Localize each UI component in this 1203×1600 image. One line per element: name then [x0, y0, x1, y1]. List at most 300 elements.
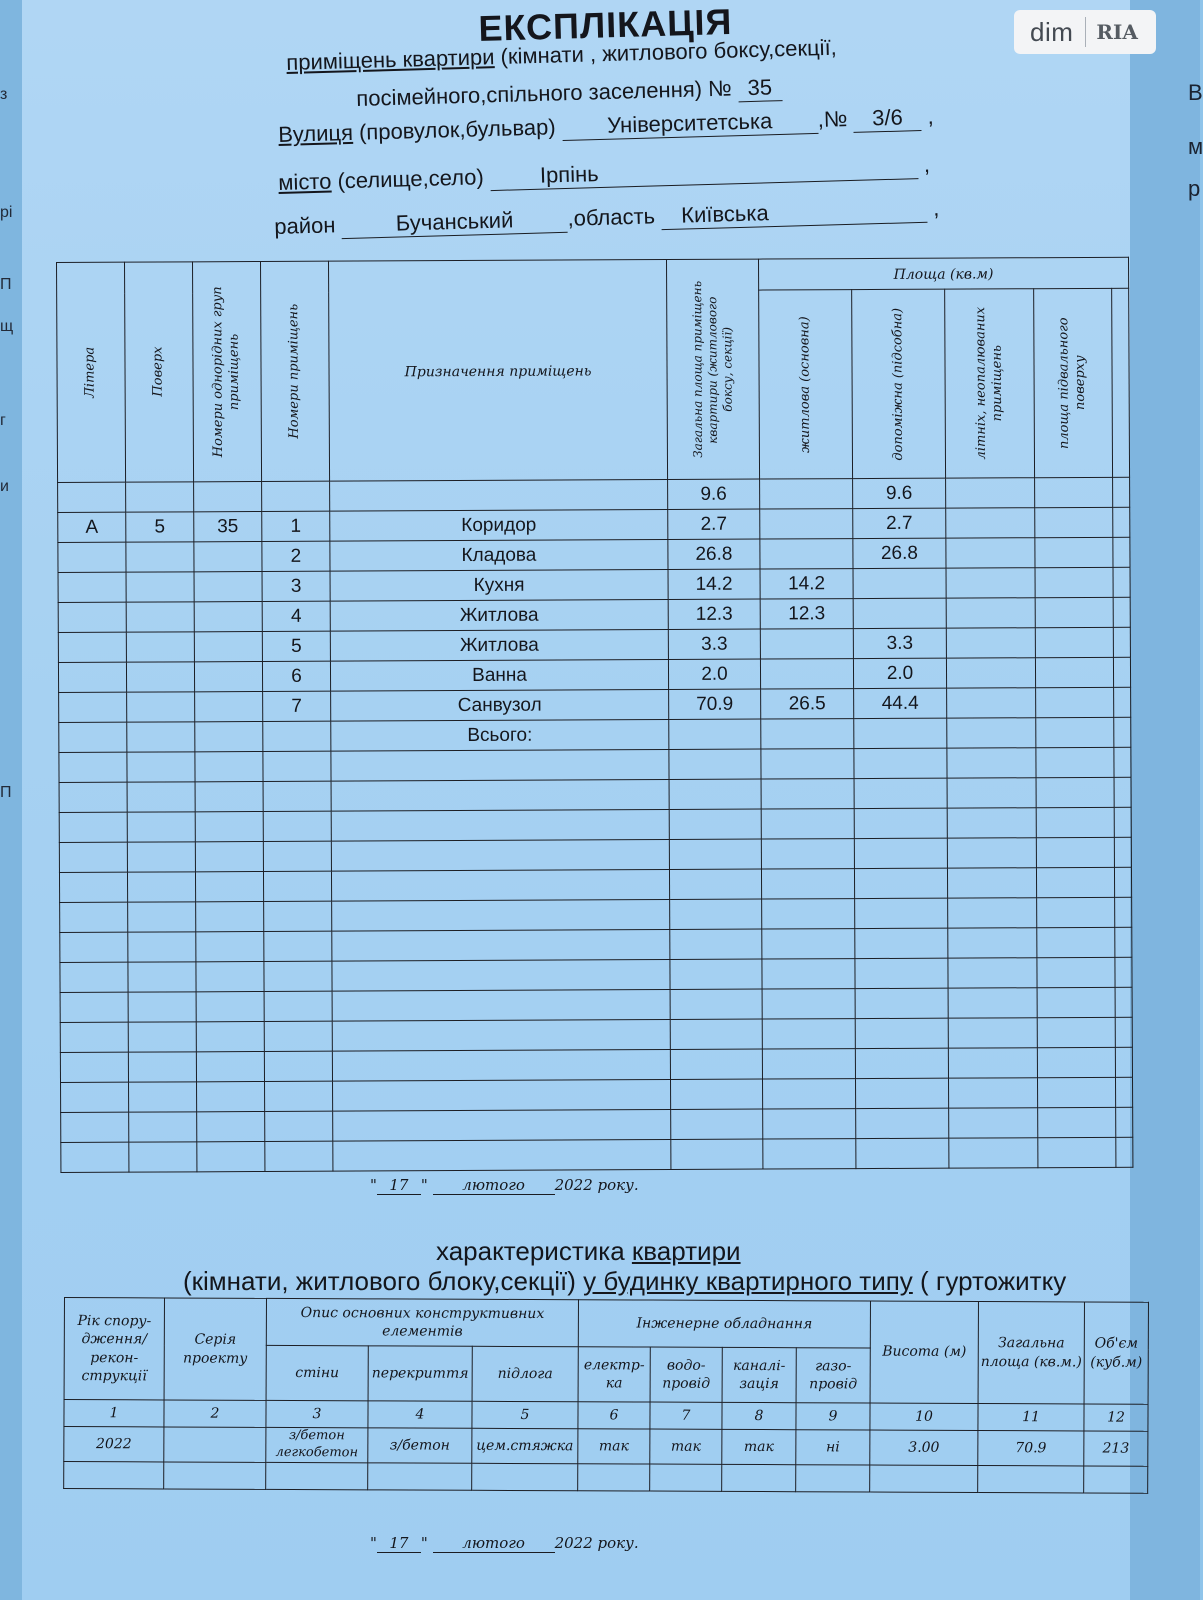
cell-aux-area — [854, 718, 947, 748]
date-day: 17 — [377, 1176, 421, 1195]
characteristics-subtitle-text: (кімнати, житлового блоку,секції) — [183, 1266, 584, 1296]
explication-table — [56, 257, 1132, 1173]
cell-empty — [948, 958, 1037, 988]
cell-empty — [670, 929, 762, 959]
cell-empty — [1036, 777, 1114, 807]
cell-empty — [946, 568, 1035, 598]
cell-floor — [126, 572, 194, 602]
cell-purpose: Коридор — [330, 510, 668, 542]
cell-litera: А — [58, 512, 126, 542]
cell-empty — [331, 870, 669, 902]
cell-empty — [61, 1082, 129, 1112]
column-number: 8 — [722, 1402, 796, 1429]
cell-group — [194, 541, 262, 571]
cell-empty — [332, 960, 670, 992]
cell-empty — [947, 718, 1036, 748]
cell-empty — [1115, 1077, 1132, 1107]
cell-empty — [1084, 1466, 1148, 1493]
cell-aux-area: 2.0 — [853, 658, 946, 688]
cell-empty — [266, 1462, 368, 1489]
cell-empty — [195, 841, 263, 871]
cell-empty — [855, 988, 948, 1018]
house-number-label: ,№ — [817, 106, 848, 132]
cell-litera — [58, 482, 126, 512]
cell-empty — [946, 628, 1035, 658]
cell-empty — [264, 1021, 332, 1051]
cell-empty — [129, 1082, 197, 1112]
cell-litera — [58, 572, 126, 602]
cell-empty — [1116, 1107, 1133, 1137]
cell-empty — [333, 1080, 671, 1112]
characteristics-date: " 17 " лютого 2022 року. — [370, 1534, 639, 1552]
cell-room-no — [263, 721, 331, 751]
cell-empty — [196, 1051, 264, 1081]
cell-empty — [60, 992, 128, 1022]
cell-group — [195, 721, 263, 751]
cell-empty — [947, 868, 1036, 898]
characteristics-subtitle — [183, 1266, 1066, 1297]
cell-floor: 5 — [126, 512, 194, 542]
cell-empty — [1036, 807, 1114, 837]
cell-empty — [60, 962, 128, 992]
cell-litera — [58, 632, 126, 662]
ch-header-series: Серія проекту — [164, 1298, 266, 1400]
cell-empty — [1035, 537, 1113, 567]
cell-empty — [265, 1111, 333, 1141]
cell-group: 35 — [194, 511, 262, 541]
cell-purpose: Кухня — [330, 570, 668, 602]
cell-empty — [946, 598, 1035, 628]
house-number: 3/6 — [853, 104, 922, 133]
cell-empty — [1113, 537, 1130, 567]
cell-empty — [197, 1111, 265, 1141]
date-year-prefix: 20 — [554, 1176, 574, 1194]
cell-empty — [854, 838, 947, 868]
cell-empty — [1115, 1047, 1132, 1077]
column-number: 5 — [472, 1401, 578, 1428]
cell-empty — [762, 1049, 855, 1079]
cell-empty — [669, 779, 761, 809]
city-label-rest: (селище,село) — [331, 164, 485, 194]
column-number: 4 — [368, 1401, 472, 1428]
cell-empty — [1115, 927, 1132, 957]
cell-empty — [578, 1464, 650, 1491]
cell-empty — [1115, 957, 1132, 987]
characteristics-title-underlined: квартири — [631, 1236, 741, 1266]
cell-group — [194, 631, 262, 661]
cell-empty — [1115, 1017, 1132, 1047]
city-line: місто (селище,село) Ірпінь , — [278, 151, 931, 195]
cell-living-area — [760, 539, 853, 569]
cell-empty — [1037, 1077, 1115, 1107]
cell-empty — [761, 809, 854, 839]
cell-purpose: Санвузол — [331, 690, 669, 722]
column-number: 6 — [578, 1402, 650, 1429]
cell-empty — [1114, 867, 1131, 897]
cell-total-area: 2.7 — [668, 509, 760, 539]
cell-empty — [196, 961, 264, 991]
cell-litera — [59, 692, 127, 722]
cell-empty — [669, 869, 761, 899]
region-value: Київська — [661, 196, 928, 230]
characteristics-value: з/бетон — [368, 1428, 472, 1463]
cell-empty — [946, 478, 1035, 508]
watermark-dim: dim — [1030, 16, 1074, 47]
header-line-1-rest: (кімнати , житлового боксу,секції, — [494, 34, 838, 70]
cell-litera — [58, 662, 126, 692]
cell-empty — [1114, 807, 1131, 837]
cell-room-no: 5 — [262, 631, 330, 661]
header-line-2-text: посімейного,спільного заселення) № — [356, 75, 733, 111]
district-line: район Бучанський ,область Київська , — [274, 195, 940, 239]
cell-empty — [1037, 927, 1115, 957]
column-number: 3 — [266, 1400, 368, 1427]
cell-empty — [761, 839, 854, 869]
cell-empty — [670, 959, 762, 989]
ch-header-height: Висота (м) — [870, 1301, 978, 1403]
cell-empty — [332, 990, 670, 1022]
cell-empty — [650, 1464, 722, 1491]
cell-empty — [948, 928, 1037, 958]
cell-empty — [1037, 1017, 1115, 1047]
cell-empty — [855, 1048, 948, 1078]
cell-empty — [1035, 507, 1113, 537]
ch-header-year: Рік спору-дження/рекон-струкції — [64, 1298, 164, 1400]
cell-empty — [855, 958, 948, 988]
col-header-litera: Літера — [57, 262, 126, 482]
cell-empty — [1037, 1047, 1115, 1077]
cell-empty — [670, 899, 762, 929]
col-header-summer: літніх, неопалюваних приміщень — [945, 289, 1035, 478]
cell-empty — [263, 751, 331, 781]
cell-empty — [856, 1108, 949, 1138]
cell-purpose: Всього: — [331, 720, 669, 752]
cell-empty — [263, 871, 331, 901]
characteristics-value: 213 — [1084, 1431, 1148, 1466]
cell-empty — [60, 902, 128, 932]
cell-empty — [949, 1138, 1038, 1168]
area-group-header: Площа (кв.м) — [758, 257, 1128, 290]
street-label: Вулиця — [278, 119, 354, 147]
cell-empty — [332, 900, 670, 932]
cell-empty — [195, 751, 263, 781]
cell-empty — [671, 1109, 763, 1139]
cell-litera — [59, 722, 127, 752]
cell-empty — [128, 902, 196, 932]
date-month: лютого — [433, 1176, 555, 1195]
cell-empty — [333, 1140, 671, 1172]
cell-empty — [946, 538, 1035, 568]
cell-empty — [164, 1462, 266, 1489]
characteristics-value: цем.стяжка — [472, 1428, 578, 1463]
cell-empty — [331, 780, 669, 812]
cell-empty — [59, 782, 127, 812]
cell-empty — [128, 1052, 196, 1082]
col-header-auxiliary: допоміжна (підсобна) — [852, 289, 946, 478]
cell-empty — [332, 1050, 670, 1082]
cell-total-area: 14.2 — [668, 569, 760, 599]
cell-total-area: 2.0 — [668, 659, 760, 689]
cell-empty — [1116, 1137, 1133, 1167]
col-header-room-numbers: Номери приміщень — [261, 261, 330, 481]
cell-room-no: 4 — [262, 601, 330, 631]
cell-empty — [128, 962, 196, 992]
cell-group — [194, 571, 262, 601]
cell-empty — [1113, 477, 1130, 507]
cell-empty — [796, 1464, 870, 1491]
cell-empty — [856, 1078, 949, 1108]
cell-group — [194, 661, 262, 691]
page-title: ЕКСПЛІКАЦІЯ — [478, 0, 733, 49]
cell-empty — [854, 748, 947, 778]
cell-empty — [127, 782, 195, 812]
cell-empty — [331, 810, 669, 842]
cell-empty — [763, 1109, 856, 1139]
date-suffix: року. — [597, 1176, 639, 1194]
characteristics-subtitle-end: ( гуртожитку — [912, 1266, 1067, 1296]
cell-empty — [761, 869, 854, 899]
cell-empty — [61, 1142, 129, 1172]
cell-empty — [59, 752, 127, 782]
header-line-1-underlined: приміщень квартири — [286, 44, 495, 75]
explication-empty-row — [61, 1137, 1133, 1172]
characteristics-empty-row — [64, 1461, 1148, 1493]
cell-aux-area: 9.6 — [853, 478, 946, 508]
cell-empty — [129, 1112, 197, 1142]
cell-empty — [59, 872, 127, 902]
cell-room-no: 7 — [263, 691, 331, 721]
cell-empty — [1113, 657, 1130, 687]
cell-total-area: 9.6 — [668, 479, 760, 509]
col-header-basement: площа підвального поверху — [1034, 288, 1113, 477]
cell-empty — [1036, 867, 1114, 897]
cell-total-area: 12.3 — [668, 599, 760, 629]
column-number: 9 — [796, 1403, 870, 1430]
cell-empty — [948, 1018, 1037, 1048]
cell-empty — [670, 989, 762, 1019]
cell-empty — [948, 898, 1037, 928]
cell-living-area: 26.5 — [761, 689, 854, 719]
cell-empty — [265, 1141, 333, 1171]
cell-floor — [126, 482, 194, 512]
city-label: місто — [278, 168, 332, 195]
cell-empty — [1115, 897, 1132, 927]
apartment-number: 35 — [737, 74, 782, 102]
cell-empty — [671, 1079, 763, 1109]
cell-empty — [1037, 897, 1115, 927]
cell-empty — [127, 872, 195, 902]
cell-empty — [332, 930, 670, 962]
cell-empty — [1113, 507, 1130, 537]
cell-empty — [1036, 747, 1114, 777]
cell-empty — [331, 750, 669, 782]
ch-date-suffix: року. — [597, 1534, 639, 1552]
cell-living-area — [760, 659, 853, 689]
cell-empty — [947, 838, 1036, 868]
col-header-purpose: Призначення приміщень — [328, 260, 667, 482]
cell-empty — [1035, 627, 1113, 657]
cell-empty — [368, 1463, 472, 1490]
street-value: Університетська — [561, 107, 818, 141]
cell-empty — [948, 988, 1037, 1018]
cell-empty — [128, 992, 196, 1022]
ch-date-year-prefix: 20 — [554, 1534, 574, 1552]
ch-header-volume: Об'єм (куб.м) — [1084, 1302, 1148, 1404]
cell-empty — [1113, 597, 1130, 627]
cell-empty — [948, 1048, 1037, 1078]
cell-empty — [61, 1112, 129, 1142]
col-header-floor: Поверх — [125, 262, 194, 482]
cell-purpose: Житлова — [330, 600, 668, 632]
cell-aux-area: 44.4 — [854, 688, 947, 718]
ch-header-walls: стіни — [266, 1345, 368, 1400]
watermark-ria: RIA — [1096, 20, 1138, 44]
cell-room-no: 6 — [262, 661, 330, 691]
cell-empty — [1037, 987, 1115, 1017]
cell-empty — [265, 1081, 333, 1111]
cell-empty — [264, 991, 332, 1021]
cell-total-area — [669, 719, 761, 749]
cell-empty — [60, 1022, 128, 1052]
ch-date-day: 17 — [377, 1534, 421, 1553]
column-number: 1 — [64, 1400, 164, 1427]
ch-date-year: 22 — [573, 1534, 593, 1552]
cell-empty — [1114, 837, 1131, 867]
characteristics-value: так — [722, 1429, 796, 1464]
cell-empty — [1113, 627, 1130, 657]
cell-empty — [263, 781, 331, 811]
cell-purpose: Ванна — [330, 660, 668, 692]
cell-empty — [1035, 657, 1113, 687]
cell-empty — [264, 901, 332, 931]
cell-empty — [946, 508, 1035, 538]
cell-empty — [855, 898, 948, 928]
cell-empty — [331, 840, 669, 872]
cell-empty — [195, 871, 263, 901]
cell-empty — [1035, 477, 1113, 507]
col-header-group-numbers: Номери однорідних груп приміщень — [193, 262, 262, 482]
cell-floor — [126, 632, 194, 662]
ch-header-elec: електр-ка — [578, 1347, 650, 1402]
cell-empty — [855, 1018, 948, 1048]
cell-empty — [1036, 687, 1114, 717]
cell-living-area — [760, 629, 853, 659]
cell-empty — [1036, 717, 1114, 747]
cell-purpose: Кладова — [330, 540, 668, 572]
cell-empty — [1036, 837, 1114, 867]
ch-header-gas: газо-провід — [796, 1348, 870, 1403]
cell-empty — [60, 1052, 128, 1082]
cell-room-no: 3 — [262, 571, 330, 601]
district-label: район — [274, 212, 336, 239]
cell-empty — [947, 748, 1036, 778]
cell-empty — [855, 928, 948, 958]
cell-empty — [472, 1463, 578, 1490]
column-number: 10 — [870, 1403, 978, 1430]
left-page-edge: з рі П щ г и П — [0, 0, 22, 1600]
cell-living-area — [760, 479, 853, 509]
cell-floor — [126, 662, 194, 692]
cell-empty — [1114, 717, 1131, 747]
cell-empty — [854, 778, 947, 808]
cell-total-area: 3.3 — [668, 629, 760, 659]
cell-living-area — [761, 719, 854, 749]
characteristics-value: 3.00 — [870, 1430, 978, 1465]
cell-purpose: Житлова — [330, 630, 668, 662]
cell-empty — [669, 749, 761, 779]
cell-floor — [126, 542, 194, 572]
col-header-living: житлова (основна) — [759, 290, 853, 479]
cell-empty — [264, 961, 332, 991]
cell-empty — [1035, 567, 1113, 597]
cell-purpose — [330, 480, 668, 512]
cell-empty — [127, 842, 195, 872]
cell-aux-area: 26.8 — [853, 538, 946, 568]
cell-empty — [947, 808, 1036, 838]
cell-room-no: 1 — [262, 511, 330, 541]
characteristics-value: ні — [796, 1430, 870, 1465]
cell-empty — [762, 959, 855, 989]
characteristics-subtitle-underlined: у будинку квартирного типу — [583, 1266, 913, 1296]
cell-empty — [948, 1078, 1037, 1108]
cell-empty — [671, 1139, 763, 1169]
cell-empty — [127, 752, 195, 782]
cell-empty — [1115, 987, 1132, 1017]
ch-date-month: лютого — [433, 1534, 555, 1553]
cell-empty — [196, 991, 264, 1021]
cell-empty — [947, 778, 1036, 808]
cell-empty — [763, 1139, 856, 1169]
cell-empty — [669, 839, 761, 869]
document-header — [0, 0, 1200, 250]
cell-empty — [1114, 777, 1131, 807]
cell-empty — [670, 1019, 762, 1049]
characteristics-value: 2022 — [64, 1427, 164, 1462]
street-line: Вулиця (провулок,бульвар) Університетська ,№ 3/6 , — [278, 103, 935, 147]
characteristics-value: так — [650, 1429, 722, 1464]
cell-empty — [196, 1021, 264, 1051]
cell-empty — [670, 1049, 762, 1079]
cell-empty — [64, 1461, 164, 1488]
cell-empty — [264, 931, 332, 961]
cell-empty — [946, 658, 1035, 688]
column-number: 11 — [978, 1403, 1084, 1430]
cell-empty — [197, 1081, 265, 1111]
cell-empty — [762, 929, 855, 959]
characteristics-table — [63, 1297, 1148, 1494]
ch-header-floor: підлога — [472, 1346, 578, 1401]
characteristics-value: 70.9 — [978, 1430, 1084, 1465]
cell-empty — [195, 781, 263, 811]
ch-header-water: водо-провід — [650, 1347, 722, 1402]
header-line-2 — [356, 74, 782, 113]
cell-aux-area: 3.3 — [853, 628, 946, 658]
cell-empty — [1038, 1137, 1116, 1167]
cell-empty — [870, 1465, 978, 1492]
cell-litera — [58, 602, 126, 632]
cell-empty — [263, 841, 331, 871]
cell-empty — [128, 932, 196, 962]
cell-room-no — [262, 481, 330, 511]
cell-aux-area — [853, 568, 946, 598]
ch-header-slabs: перекриття — [368, 1346, 472, 1401]
ch-header-area: Загальна площа (кв.м.) — [978, 1301, 1084, 1403]
street-label-rest: (провулок,бульвар) — [352, 114, 556, 145]
cell-empty — [1038, 1107, 1116, 1137]
cell-empty — [762, 899, 855, 929]
cell-empty — [1113, 567, 1130, 597]
col-header-extra — [1112, 288, 1130, 477]
